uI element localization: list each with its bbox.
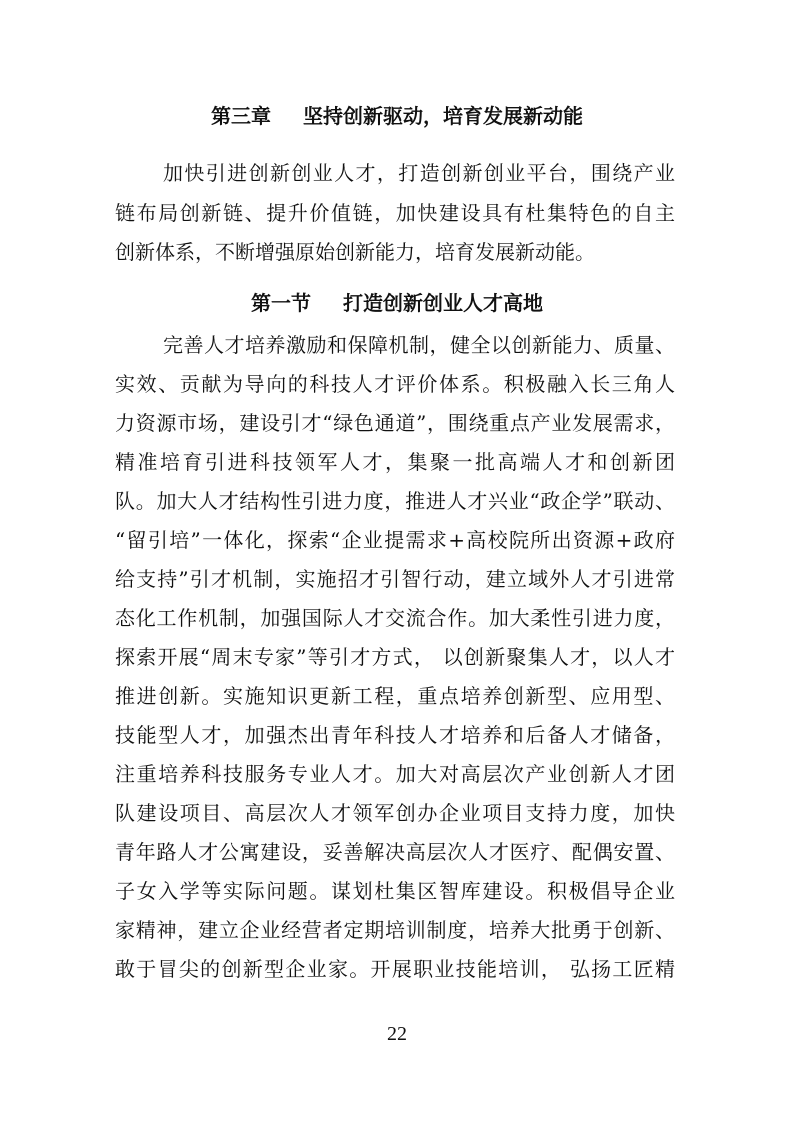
intro-line: 创新体系，不断增强原始创新能力，培育发展新动能。 — [115, 240, 595, 264]
paragraph-line: 家精神，建立企业经营者定期培训制度，培养大批勇于创新、 — [115, 918, 675, 942]
paragraph-line: 技能型人才，加强杰出青年科技人才培养和后备人才储备， — [115, 723, 675, 747]
paragraph-line: 敢于冒尖的创新型企业家。开展职业技能培训， 弘扬工匠精 — [115, 957, 675, 981]
paragraph-line: 态化工作机制，加强国际人才交流合作。加大柔性引进力度， — [115, 606, 675, 630]
paragraph-line: 探索开展“周末专家”等引才方式， 以创新聚集人才，以人才 — [115, 645, 675, 669]
intro-line: 加快引进创新创业人才，打造创新创业平台，围绕产业 — [163, 161, 675, 185]
chapter-heading — [0, 100, 794, 129]
section-title: 打造创新创业人才高地 — [343, 291, 543, 315]
section-number: 第一节 — [251, 291, 311, 315]
chapter-title: 坚持创新驱动，培育发展新动能 — [303, 104, 583, 128]
paragraph-line: 完善人才培养激励和保障机制，健全以创新能力、质量、 — [163, 333, 675, 357]
paragraph-line: 青年路人才公寓建设，妥善解决高层次人才医疗、配偶安置、 — [115, 840, 675, 864]
paragraph-line: 子女入学等实际问题。谋划杜集区智库建设。积极倡导企业 — [115, 879, 675, 903]
paragraph-line: 实效、贡献为导向的科技人才评价体系。积极融入长三角人 — [115, 372, 675, 396]
paragraph-line: 队建设项目、高层次人才领军创办企业项目支持力度，加快 — [115, 801, 675, 825]
chapter-number: 第三章 — [211, 104, 271, 128]
paragraph-line: 队。加大人才结构性引进力度，推进人才兴业“政企学”联动、 — [115, 489, 675, 513]
intro-line: 链布局创新链、提升价值链，加快建设具有杜集特色的自主 — [115, 201, 675, 225]
paragraph-line: 推进创新。实施知识更新工程，重点培养创新型、应用型、 — [115, 684, 675, 708]
paragraph-line: 注重培养科技服务专业人才。加大对高层次产业创新人才团 — [115, 762, 675, 786]
page-number: 22 — [387, 1023, 407, 1045]
paragraph-line: 给支持”引才机制，实施招才引智行动，建立域外人才引进常 — [115, 567, 675, 591]
section-heading — [0, 287, 794, 316]
paragraph-line: 精准培育引进科技领军人才，集聚一批高端人才和创新团 — [115, 450, 675, 474]
paragraph-line: 力资源市场，建设引才“绿色通道”，围绕重点产业发展需求， — [115, 411, 675, 435]
paragraph-line: “留引培”一体化，探索“企业提需求+高校院所出资源+政府 — [115, 528, 675, 552]
